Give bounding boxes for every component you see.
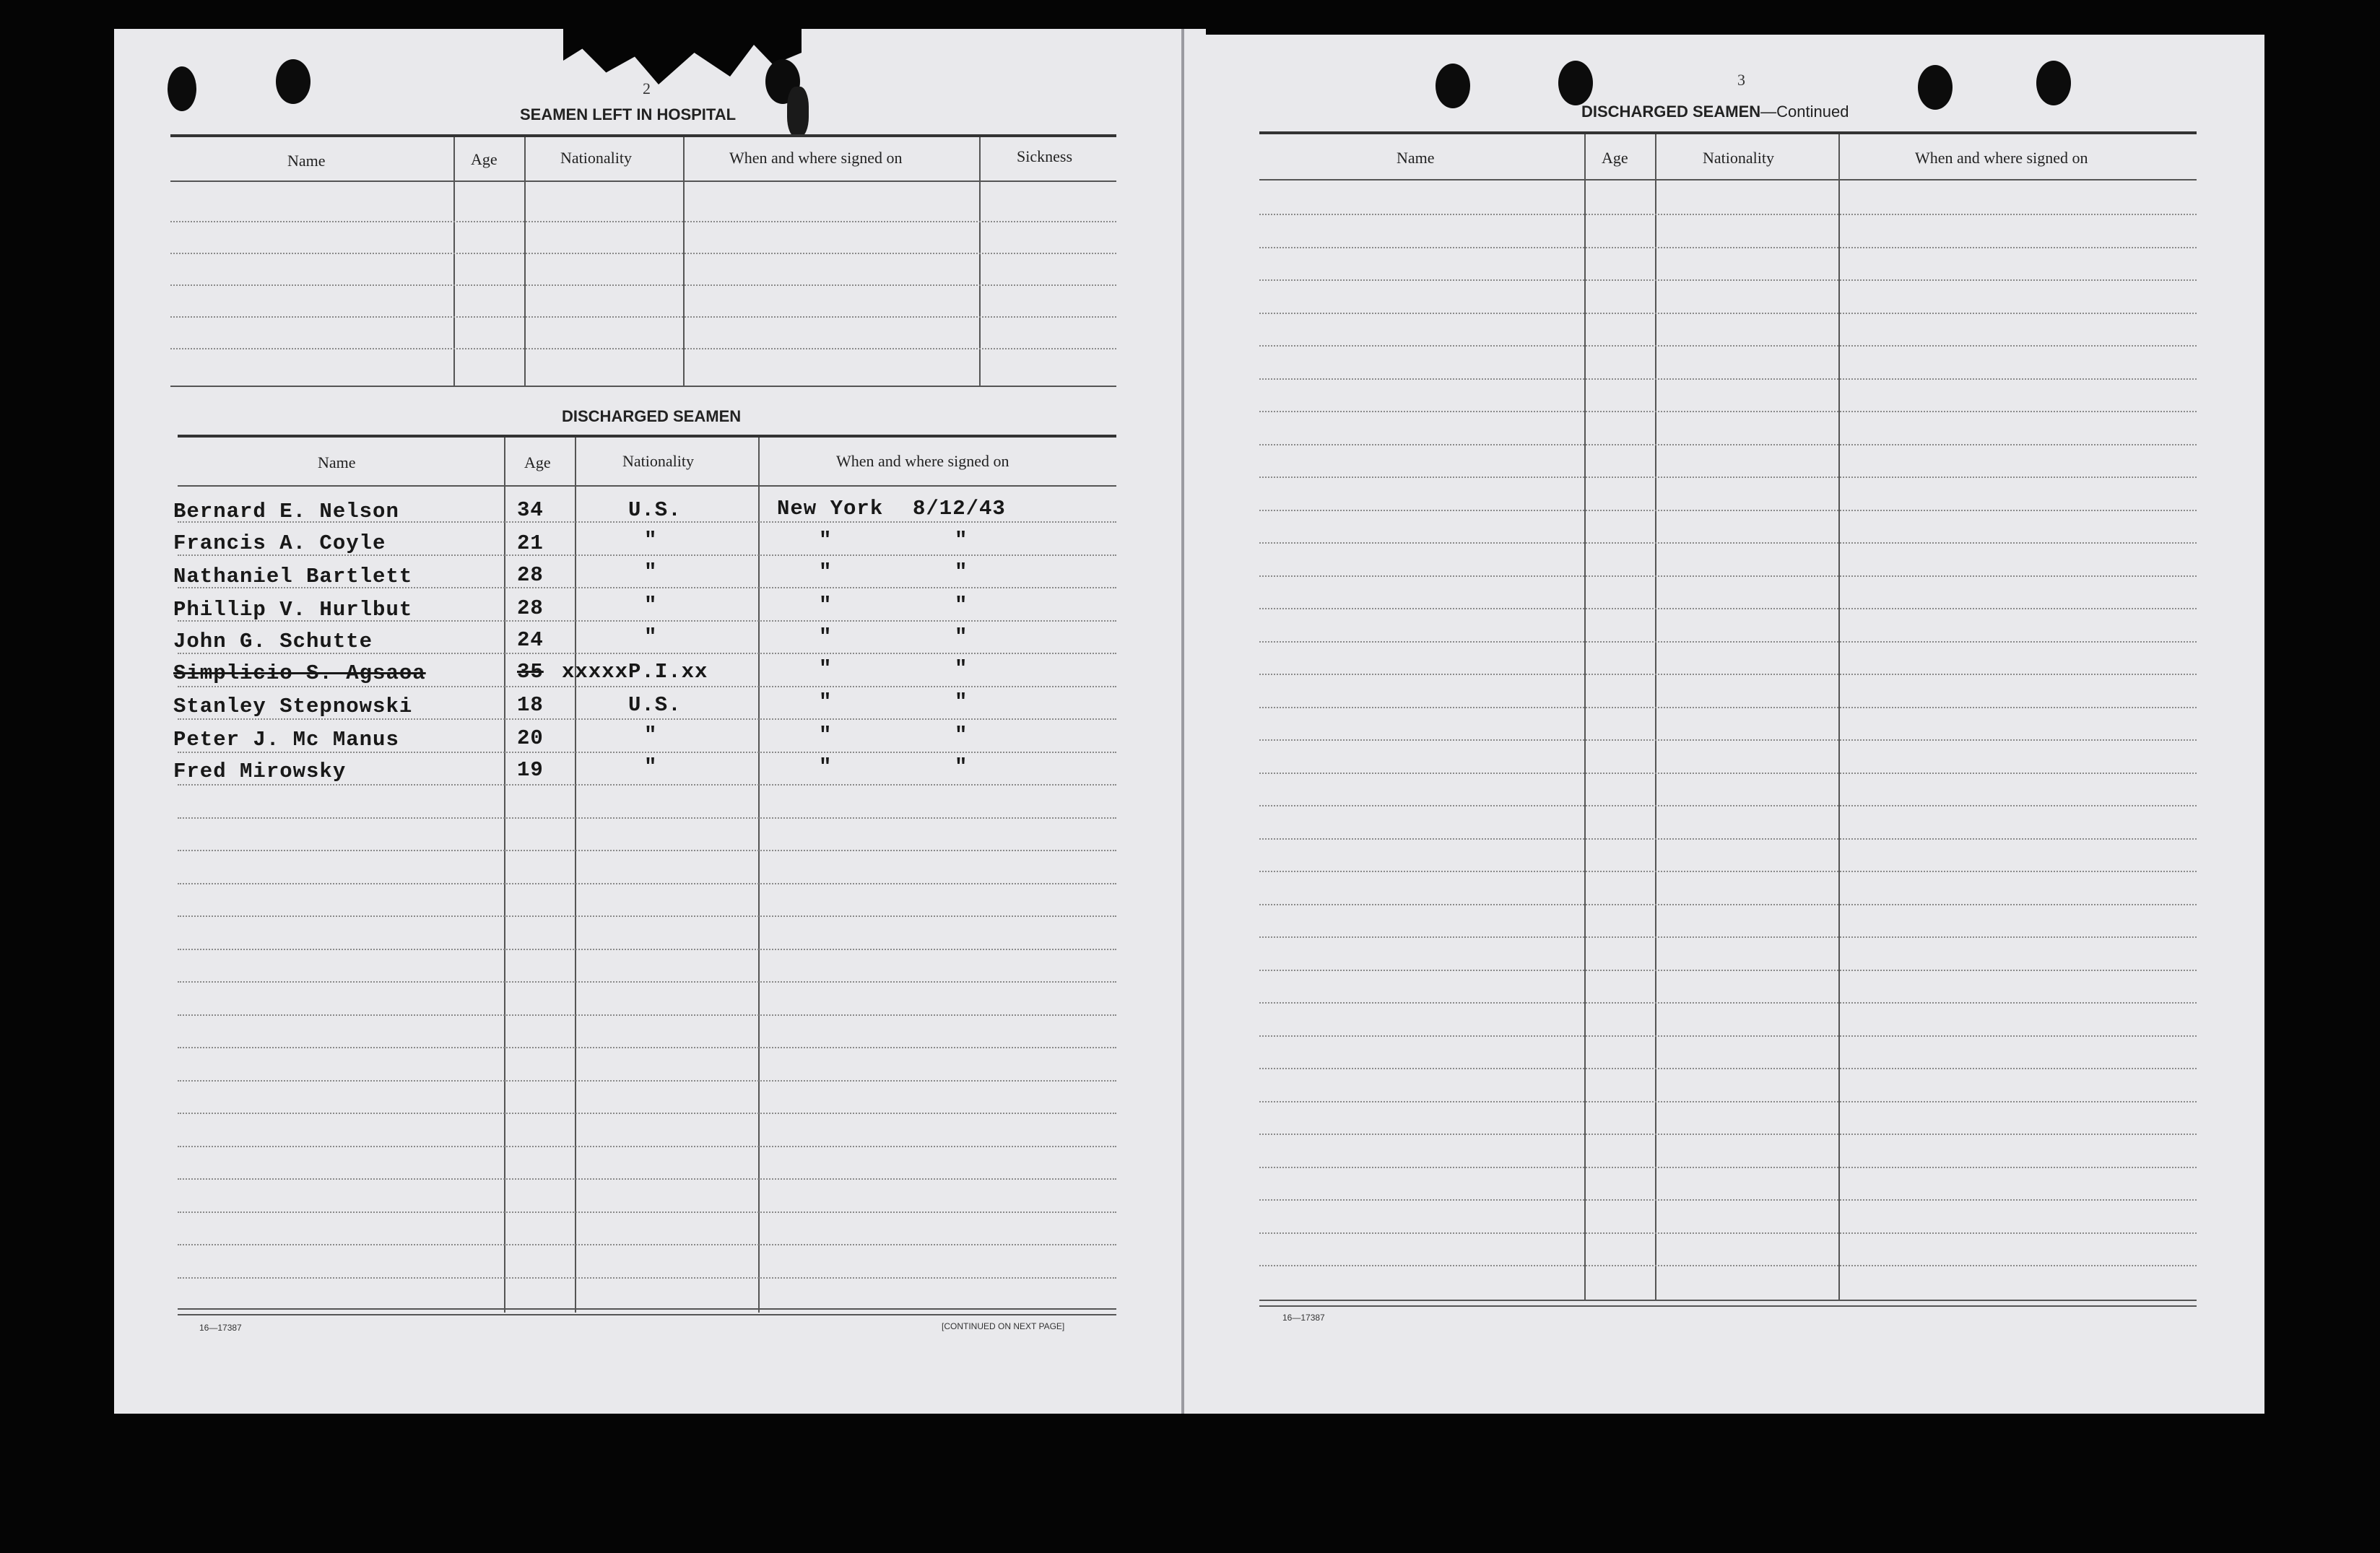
ruled-line [1259,313,2197,314]
ruled-line [1259,575,2197,577]
ruled-line [178,1244,1116,1245]
page-number-right: 3 [1737,71,1745,89]
ruled-line [1259,805,2197,806]
hospital-col-age: Age [471,150,498,168]
ruled-line [170,316,1116,318]
hospital-col-signed-on: When and where signed on [729,149,903,167]
row-4-nationality: " [644,593,658,617]
rule [170,180,1116,182]
ruled-line [1259,510,2197,511]
continued-note: [CONTINUED ON NEXT PAGE] [942,1321,1065,1331]
row-4-date: " [955,593,968,617]
ruled-line [178,850,1116,851]
ruled-line [170,221,1116,222]
row-1-age: 34 [517,498,544,522]
ruled-line [1259,279,2197,281]
rule [1259,1305,2197,1307]
row-5-name: John G. Schutte [173,630,373,653]
row-5-nationality: " [644,625,658,649]
ruled-line [1259,838,2197,840]
right-section-title-suffix: —Continued [1760,103,1849,121]
hospital-col-nationality: Nationality [560,149,632,167]
ruled-line [178,1211,1116,1213]
row-8-date: " [955,723,968,747]
discharged-col-nationality: Nationality [622,452,694,470]
ruled-line [1259,1199,2197,1201]
ruled-line [178,1047,1116,1048]
ruled-line [170,253,1116,254]
row-4-place: " [819,593,833,617]
rule [170,134,1116,137]
hospital-col-sickness: Sickness [1017,147,1072,165]
ruled-line [1259,1101,2197,1102]
col-divider [575,438,576,1313]
col-divider [758,438,760,1313]
col-divider [979,137,981,387]
row-4-name: Phillip V. Hurlbut [173,598,413,622]
punch-hole [168,66,196,111]
ruled-line [1259,214,2197,215]
discharged-col-age: Age [524,453,551,471]
ruled-line [1259,1002,2197,1004]
discharged-col-signed-on: When and where signed on [836,452,1009,470]
row-9-date: " [955,755,968,779]
rule [1259,1300,2197,1301]
rule [170,386,1116,387]
ruled-line [1259,936,2197,938]
col-divider [453,137,455,387]
row-9-age: 19 [517,758,544,782]
row-1-nationality: U.S. [628,498,682,522]
ruled-line [1259,1232,2197,1234]
col-divider [524,137,526,387]
row-3-name: Nathaniel Bartlett [173,565,413,588]
ruled-line [1259,641,2197,643]
form-number-left: 16—17387 [199,1323,242,1333]
right-col-age: Age [1602,149,1628,167]
ruled-line [178,1178,1116,1180]
ruled-line [178,1277,1116,1279]
col-divider [1838,134,1840,1301]
row-9-nationality: " [644,755,658,779]
ruled-line [1259,411,2197,412]
ruled-line [1259,1265,2197,1266]
row-2-nationality: " [644,528,658,552]
right-section-title-main: DISCHARGED SEAMEN [1581,103,1761,121]
ruled-line [1259,674,2197,675]
row-7-date: " [955,690,968,714]
row-8-name: Peter J. Mc Manus [173,728,399,752]
row-6-place: " [819,657,833,681]
row-5-place: " [819,625,833,649]
ruled-line [178,1113,1116,1114]
ruled-line [178,1080,1116,1082]
row-6-date: " [955,657,968,681]
ruled-line [1259,1035,2197,1037]
ruled-line [1259,1134,2197,1135]
row-2-place: " [819,528,833,552]
discharged-col-name: Name [318,453,356,471]
punch-hole [276,59,310,104]
row-7-place: " [819,690,833,714]
row-5-date: " [955,625,968,649]
col-divider [683,137,685,387]
row-2-age: 21 [517,531,544,555]
left-page [114,29,1206,1414]
row-5-age: 24 [517,628,544,652]
row-3-age: 28 [517,563,544,587]
ruled-line [178,883,1116,884]
row-7-nationality: U.S. [628,693,682,717]
rule [1259,179,2197,180]
ruled-line [1259,904,2197,905]
row-1-name: Bernard E. Nelson [173,500,399,523]
rule [178,1308,1116,1310]
punch-hole [1436,64,1470,108]
ruled-line [1259,542,2197,544]
ruled-line [1259,1068,2197,1069]
ruled-line [1259,345,2197,347]
page-fold [1181,29,1184,1414]
ruled-line [178,718,1116,720]
row-2-date: " [955,528,968,552]
ruled-line [178,817,1116,819]
right-section-title [1581,103,1849,121]
row-6-nationality-xed: xxxxxP.I.xx [562,660,708,684]
rule [178,435,1116,438]
row-1-date: 8/12/43 [913,497,1006,521]
ruled-line [1259,608,2197,609]
ruled-line [178,1014,1116,1016]
row-4-age: 28 [517,596,544,620]
ruled-line [1259,773,2197,774]
row-8-age: 20 [517,726,544,750]
form-number-right: 16—17387 [1282,1313,1325,1323]
rule [178,485,1116,487]
rule [1259,131,2197,134]
ruled-line [1259,707,2197,708]
ruled-line [178,981,1116,983]
punch-hole [1558,61,1593,105]
right-page [1181,35,2264,1414]
ruled-line [1259,444,2197,445]
ruled-line [1259,247,2197,248]
right-col-name: Name [1397,149,1435,167]
ruled-line [178,949,1116,950]
ruled-line [1259,871,2197,872]
ruled-line [1259,1167,2197,1168]
row-9-name: Fred Mirowsky [173,760,347,783]
row-7-name: Stanley Stepnowski [173,695,413,718]
ruled-line [178,784,1116,786]
ruled-line [1259,477,2197,478]
right-col-nationality: Nationality [1703,149,1774,167]
page-number-left: 2 [643,79,651,97]
ruled-line [170,348,1116,349]
hospital-section-title: SEAMEN LEFT IN HOSPITAL [520,105,737,123]
ruled-line [1259,378,2197,380]
row-2-name: Francis A. Coyle [173,531,386,555]
hospital-col-name: Name [287,152,326,170]
row-7-age: 18 [517,693,544,717]
row-6-name-struck: Simplicio S. Agsaoa [173,661,426,685]
punch-hole [1918,65,1953,110]
col-divider [504,438,505,1313]
row-3-date: " [955,560,968,584]
col-divider [1584,134,1586,1301]
ruled-line [178,686,1116,687]
ruled-line [178,915,1116,917]
row-9-place: " [819,755,833,779]
rule [178,1314,1116,1315]
row-8-nationality: " [644,723,658,747]
smudge [787,87,809,137]
row-8-place: " [819,723,833,747]
row-6-age-struck: 35 [517,660,544,684]
punch-hole [2036,61,2071,105]
ruled-line [178,1146,1116,1147]
ruled-line [1259,739,2197,741]
col-divider [1655,134,1656,1301]
ruled-line [1259,970,2197,971]
row-3-nationality: " [644,560,658,584]
discharged-section-title: DISCHARGED SEAMEN [562,407,742,425]
row-3-place: " [819,560,833,584]
ruled-line [170,284,1116,286]
row-1-place: New York [777,497,884,521]
right-col-signed-on: When and where signed on [1915,149,2088,167]
